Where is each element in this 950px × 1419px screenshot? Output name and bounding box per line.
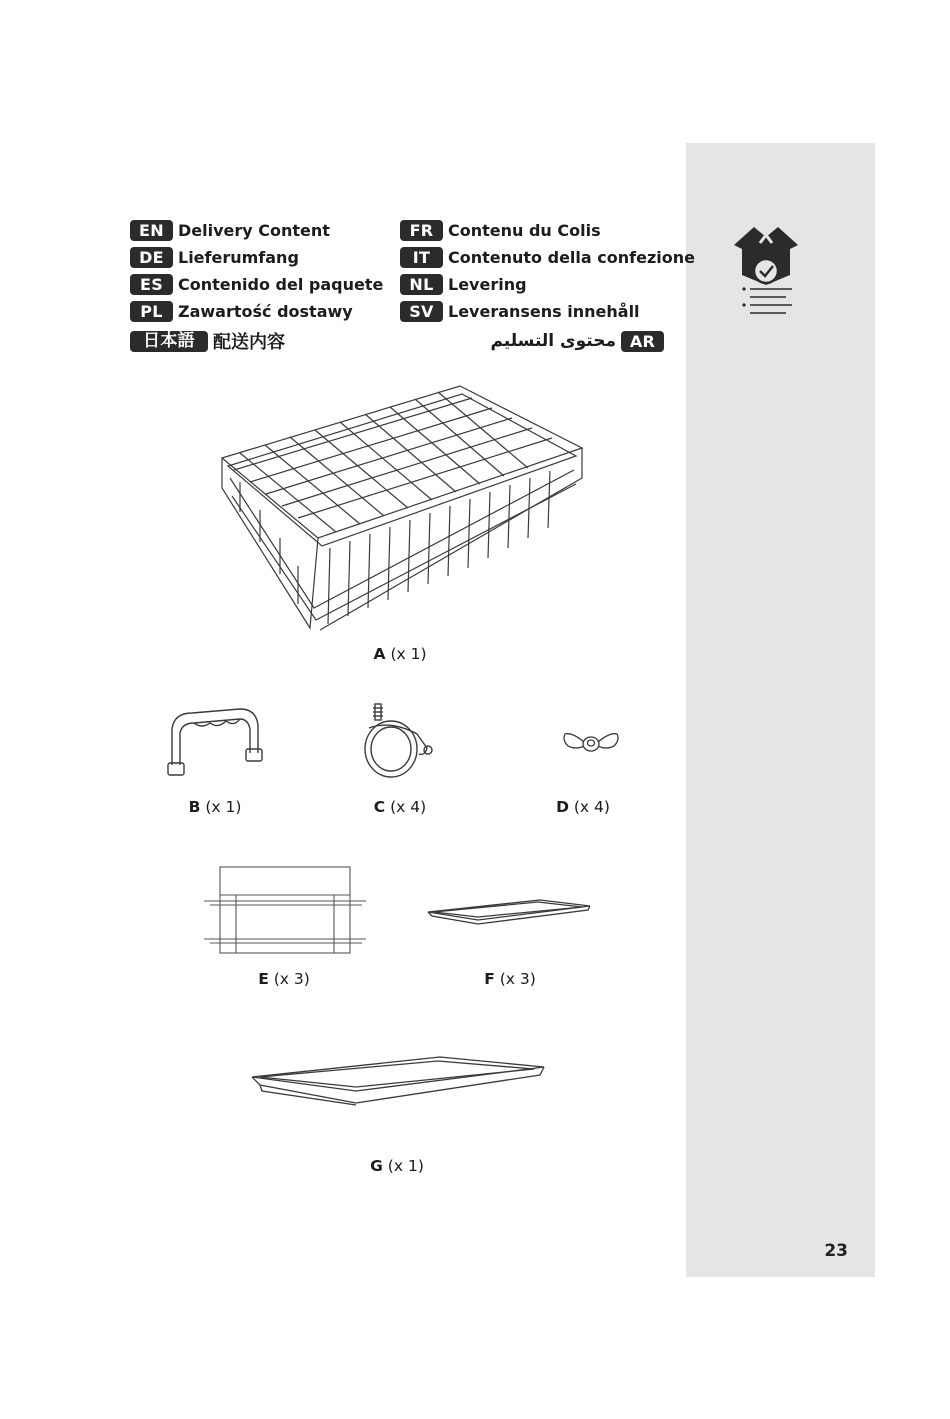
lang-row-pl bbox=[130, 299, 353, 323]
part-qty: (x 4) bbox=[573, 798, 610, 816]
part-f-small-tray-illustration bbox=[426, 898, 592, 924]
part-g-caption bbox=[370, 1157, 424, 1175]
lang-label: Leveransens innehåll bbox=[448, 301, 640, 321]
part-f-caption bbox=[484, 970, 536, 988]
lang-badge: AR bbox=[621, 331, 664, 352]
part-g-large-tray-illustration bbox=[250, 1055, 546, 1107]
part-c-caster-wheel-illustration bbox=[355, 702, 445, 782]
delivery-box-checklist-icon bbox=[726, 215, 806, 325]
lang-row-es bbox=[130, 272, 383, 296]
lang-badge: NL bbox=[400, 274, 443, 295]
part-letter: E bbox=[258, 970, 269, 988]
lang-badge: PL bbox=[130, 301, 173, 322]
part-letter: B bbox=[188, 798, 201, 816]
part-qty: (x 1) bbox=[390, 645, 427, 663]
part-letter: F bbox=[484, 970, 495, 988]
part-b-caption bbox=[189, 798, 242, 816]
lang-label: Delivery Content bbox=[178, 220, 330, 240]
lang-row-de bbox=[130, 245, 299, 269]
lang-badge: FR bbox=[400, 220, 443, 241]
lang-label: محتوى التسليم bbox=[490, 331, 616, 351]
lang-badge: DE bbox=[130, 247, 173, 268]
lang-badge: IT bbox=[400, 247, 443, 268]
part-c-caption bbox=[374, 798, 426, 816]
lang-row-en bbox=[130, 218, 330, 242]
lang-badge: 日本語 bbox=[130, 331, 208, 352]
lang-badge: EN bbox=[130, 220, 173, 241]
lang-badge: SV bbox=[400, 301, 443, 322]
part-qty: (x 1) bbox=[205, 798, 242, 816]
page-number: 23 bbox=[824, 1241, 848, 1261]
lang-label: Zawartość dostawy bbox=[178, 301, 353, 321]
part-b-handle-illustration bbox=[160, 705, 270, 780]
lang-label: Contenido del paquete bbox=[178, 274, 384, 294]
lang-label: Contenuto della confezione bbox=[448, 247, 695, 267]
part-e-divider-panel-illustration bbox=[200, 865, 372, 957]
lang-row-it bbox=[400, 245, 695, 269]
lang-label: Levering bbox=[448, 274, 527, 294]
part-qty: (x 1) bbox=[387, 1157, 424, 1175]
lang-row-ar bbox=[490, 329, 669, 353]
lang-label: Contenu du Colis bbox=[448, 220, 601, 240]
part-d-wing-nut-illustration bbox=[562, 728, 620, 758]
part-letter: G bbox=[370, 1157, 383, 1175]
lang-row-sv bbox=[400, 299, 640, 323]
part-a-wire-crate-illustration bbox=[210, 378, 600, 643]
part-a-caption bbox=[374, 645, 427, 663]
part-e-caption bbox=[258, 970, 310, 988]
part-d-caption bbox=[556, 798, 610, 816]
lang-label: Lieferumfang bbox=[178, 247, 299, 267]
lang-label: 配送内容 bbox=[213, 332, 285, 353]
lang-row-nl bbox=[400, 272, 527, 296]
part-qty: (x 3) bbox=[499, 970, 536, 988]
lang-row-ja bbox=[130, 329, 285, 353]
lang-row-fr bbox=[400, 218, 601, 242]
part-letter: A bbox=[373, 645, 386, 663]
part-qty: (x 4) bbox=[390, 798, 427, 816]
sidebar-panel bbox=[686, 143, 875, 1277]
part-letter: C bbox=[373, 798, 386, 816]
part-letter: D bbox=[556, 798, 569, 816]
part-qty: (x 3) bbox=[273, 970, 310, 988]
lang-badge: ES bbox=[130, 274, 173, 295]
